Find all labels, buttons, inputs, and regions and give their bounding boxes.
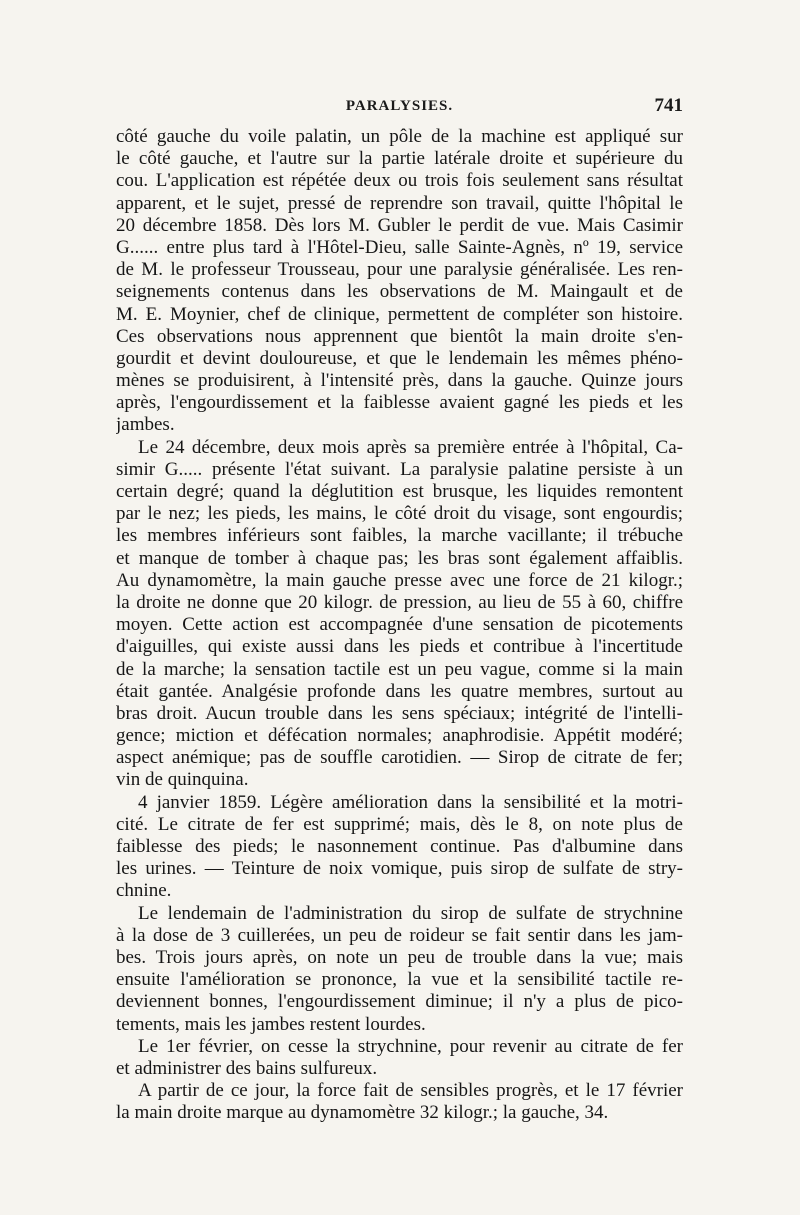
text-line: et manque de tomber à chaque pas; les bras sont également affaiblis.	[116, 547, 683, 569]
text-line: Le 24 décembre, deux mois après sa première entrée à l'hôpital, Ca-	[138, 436, 683, 458]
text-line: 4 janvier 1859. Légère amélioration dans la sensibilité et la motri-	[138, 791, 683, 813]
text-line: vin de quinquina.	[116, 769, 249, 791]
body-text	[116, 126, 683, 1124]
text-line: d'aiguilles, qui existe aussi dans les pieds et contribue à l'incertitude	[116, 636, 683, 658]
text-line: Le lendemain de l'administration du sirop de sulfate de strychnine	[138, 902, 683, 924]
text-line: aspect anémique; pas de souffle carotidien. — Sirop de citrate de fer;	[116, 747, 683, 769]
text-line: moyen. Cette action est accompagnée d'une sensation de picotements	[116, 614, 683, 636]
text-line: deviennent bonnes, l'engourdissement diminue; il n'y a plus de pico-	[116, 991, 683, 1013]
text-line: le côté gauche, et l'autre sur la partie latérale droite et supérieure du	[116, 148, 683, 170]
text-line: Au dynamomètre, la main gauche presse avec une force de 21 kilogr.;	[116, 569, 683, 591]
text-line: jambes.	[116, 414, 175, 436]
text-line: de M. le professeur Trousseau, pour une paralysie généralisée. Les ren-	[116, 259, 683, 281]
text-line: bras droit. Aucun trouble dans les sens spéciaux; intégrité de l'intelli-	[116, 702, 683, 724]
text-line: chnine.	[116, 880, 172, 902]
text-line: la main droite marque au dynamomètre 32 kilogr.; la gauche, 34.	[116, 1102, 609, 1124]
text-line: les urines. — Teinture de noix vomique, puis sirop de sulfate de stry-	[116, 858, 683, 880]
text-line: seignements contenus dans les observations de M. Maingault et de	[116, 281, 683, 303]
text-line: certain degré; quand la déglutition est brusque, les liquides remontent	[116, 481, 683, 502]
running-title: PARALYSIES.	[345, 98, 454, 114]
text-line: côté gauche du voile palatin, un pôle de la machine est appliqué sur	[116, 126, 683, 147]
text-line: Le 1er février, on cesse la strychnine, pour revenir au citrate de fer	[138, 1035, 683, 1057]
text-line: ensuite l'amélioration se prononce, la vue et la sensibilité tactile re-	[116, 969, 683, 991]
text-line: gence; miction et défécation normales; anaphrodisie. Appétit modéré;	[116, 725, 683, 747]
text-line: Ces observations nous apprennent que bientôt la main droite s'en-	[116, 325, 683, 347]
text-line: de la marche; la sensation tactile est un peu vague, comme si la main	[116, 658, 683, 680]
text-line: faiblesse des pieds; le nasonnement continue. Pas d'albumine dans	[116, 836, 683, 857]
text-line: 20 décembre 1858. Dès lors M. Gubler le perdit de vue. Mais Casimir	[116, 214, 683, 236]
text-line: G...... entre plus tard à l'Hôtel-Dieu, salle Sainte-Agnès, nº 19, service	[116, 236, 683, 258]
text-line: par le nez; les pieds, les mains, le côté droit du visage, sont engourdis;	[116, 503, 683, 525]
text-line: simir G..... présente l'état suivant. La paralysie palatine persiste à un	[116, 458, 683, 480]
text-line: A partir de ce jour, la force fait de sensibles progrès, et le 17 février	[138, 1080, 683, 1102]
text-line: cou. L'application est répétée deux ou trois fois seulement sans résultat	[116, 170, 683, 192]
text-line: la droite ne donne que 20 kilogr. de pression, au lieu de 55 à 60, chiffre	[116, 591, 683, 613]
text-line: bes. Trois jours après, on note un peu de trouble dans la vue; mais	[116, 946, 683, 968]
text-line: cité. Le citrate de fer est supprimé; mais, dès le 8, on note plus de	[116, 813, 683, 835]
text-line: était gantée. Analgésie profonde dans les quatre membres, surtout au	[116, 680, 683, 702]
page-number: 741	[654, 95, 683, 116]
text-line: gourdit et devint douloureuse, et que le lendemain les mêmes phéno-	[116, 347, 683, 369]
text-line: apparent, et le sujet, pressé de reprendre son travail, quitte l'hôpital le	[116, 192, 683, 214]
text-line: les membres inférieurs sont faibles, la marche vacillante; il trébuche	[116, 525, 683, 547]
text-line: après, l'engourdissement et la faiblesse avaient gagné les pieds et les	[116, 392, 683, 414]
text-line: M. E. Moynier, chef de clinique, permettent de compléter son histoire.	[116, 303, 683, 325]
text-line: tements, mais les jambes restent lourdes.	[116, 1013, 426, 1035]
text-line: et administrer des bains sulfureux.	[116, 1057, 378, 1079]
page-header	[116, 95, 683, 124]
text-line: mènes se produisirent, à l'intensité près, dans la gauche. Quinze jours	[116, 370, 683, 392]
text-line: à la dose de 3 cuillerées, un peu de roideur se fait sentir dans les jam-	[116, 924, 683, 946]
